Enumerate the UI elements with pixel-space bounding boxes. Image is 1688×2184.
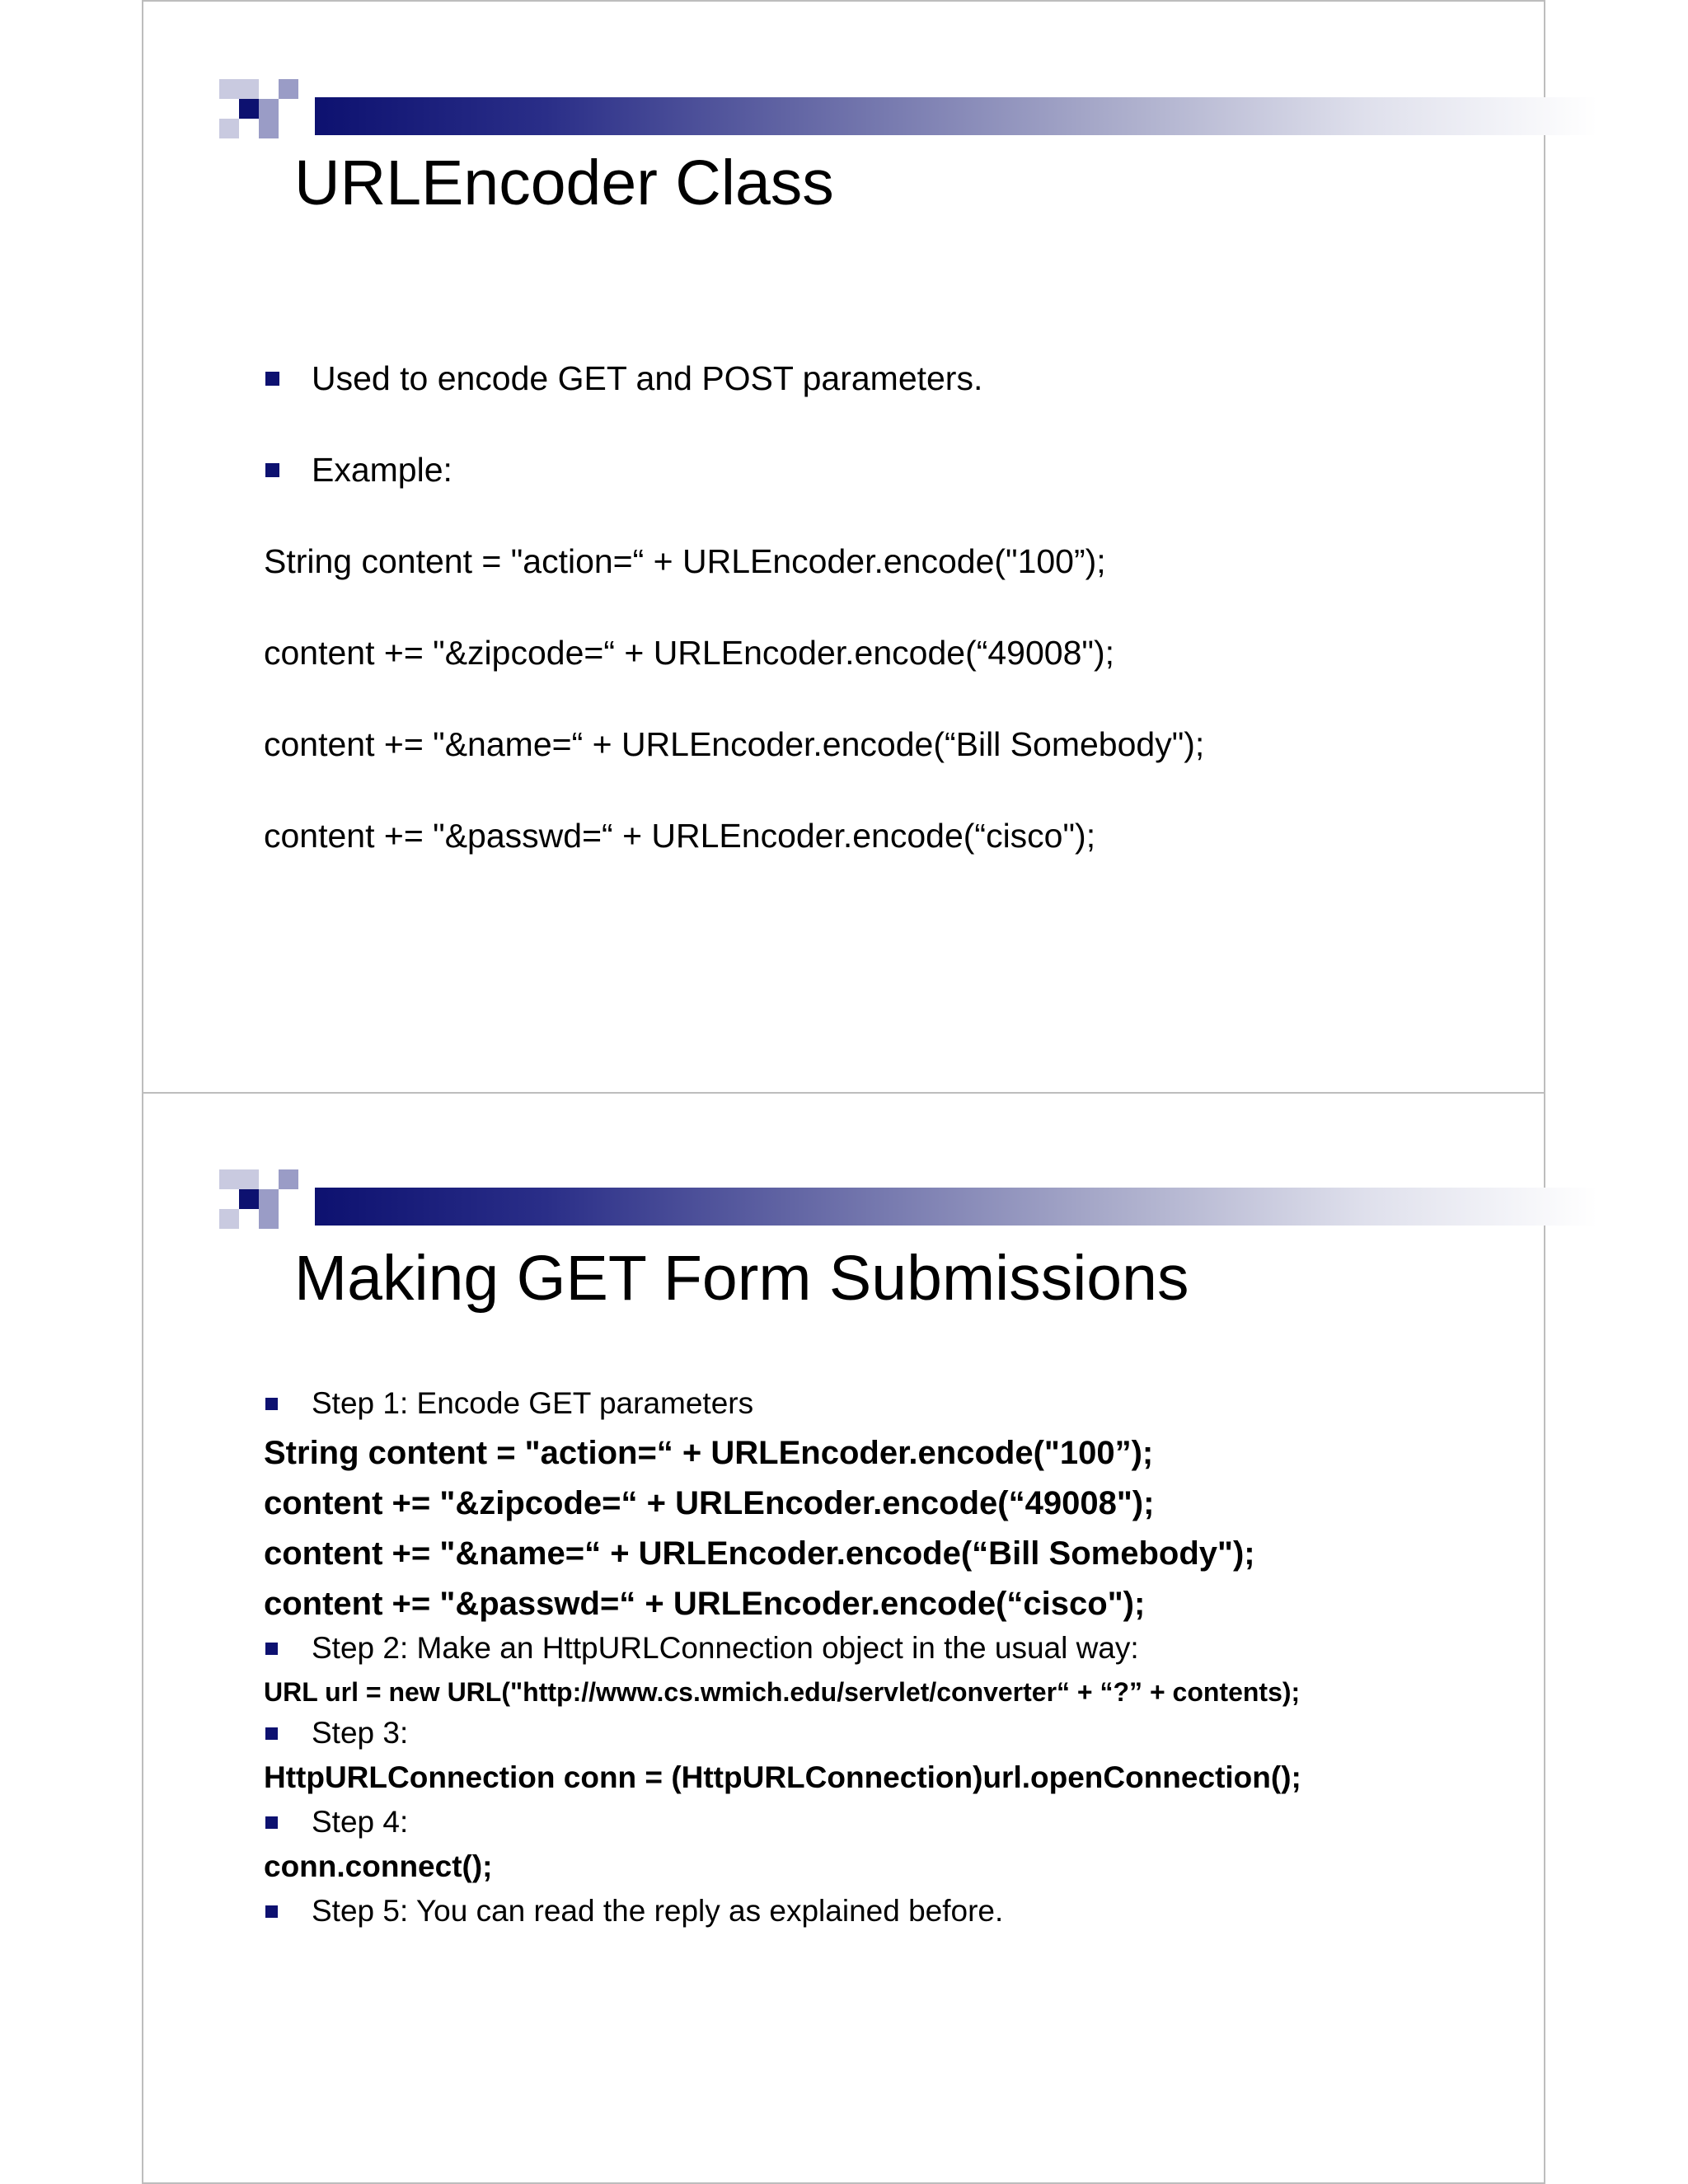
bullet-text: Step 3:	[312, 1716, 409, 1750]
code-line: String content = "action=“ + URLEncoder.encode("100”);	[264, 542, 1106, 580]
bullet-text: Step 4:	[312, 1805, 409, 1839]
square-bullet-icon	[265, 1398, 278, 1410]
code-line: content += "&name=“ + URLEncoder.encode(“Bill Somebody");	[264, 1535, 1255, 1572]
square-bullet-icon	[265, 1727, 278, 1740]
slide-urlencoder-class	[142, 0, 1545, 1094]
square-bullet-icon	[265, 1816, 278, 1829]
slide-title: URLEncoder Class	[294, 148, 834, 218]
bullet-text: Step 2: Make an HttpURLConnection object in the usual way:	[312, 1631, 1139, 1665]
square-bullet-icon	[265, 463, 279, 477]
code-line: content += "&passwd=“ + URLEncoder.encode(“cisco");	[264, 1586, 1146, 1622]
slide-making-get-form-submissions	[142, 1092, 1545, 2184]
header-gradient-bar	[315, 97, 1597, 135]
bullet-text: Step 5: You can read the reply as explained before.	[312, 1894, 1004, 1928]
header-gradient-bar	[315, 1188, 1597, 1226]
square-bullet-icon	[265, 1905, 278, 1918]
code-line: content += "&zipcode=“ + URLEncoder.encode(“49008");	[264, 634, 1114, 672]
slide-title: Making GET Form Submissions	[294, 1243, 1189, 1314]
code-line: content += "&passwd=“ + URLEncoder.encode(“cisco");	[264, 817, 1096, 855]
square-bullet-icon	[265, 1643, 278, 1655]
code-line: content += "&zipcode=“ + URLEncoder.encode(“49008");	[264, 1485, 1155, 1521]
bullet-text: Example:	[312, 451, 452, 489]
bullet-text: Used to encode GET and POST parameters.	[312, 359, 983, 397]
bullet-text: Step 1: Encode GET parameters	[312, 1386, 754, 1420]
code-line: String content = "action=“ + URLEncoder.encode("100”);	[264, 1435, 1154, 1471]
code-line: HttpURLConnection conn = (HttpURLConnection)url.openConnection();	[264, 1760, 1301, 1794]
code-line: URL url = new URL("http://www.cs.wmich.edu/servlet/converter“ + “?” + contents);	[264, 1677, 1301, 1707]
square-bullet-icon	[265, 372, 279, 386]
code-line: conn.connect();	[264, 1849, 493, 1883]
code-line: content += "&name=“ + URLEncoder.encode(“Bill Somebody");	[264, 725, 1205, 763]
